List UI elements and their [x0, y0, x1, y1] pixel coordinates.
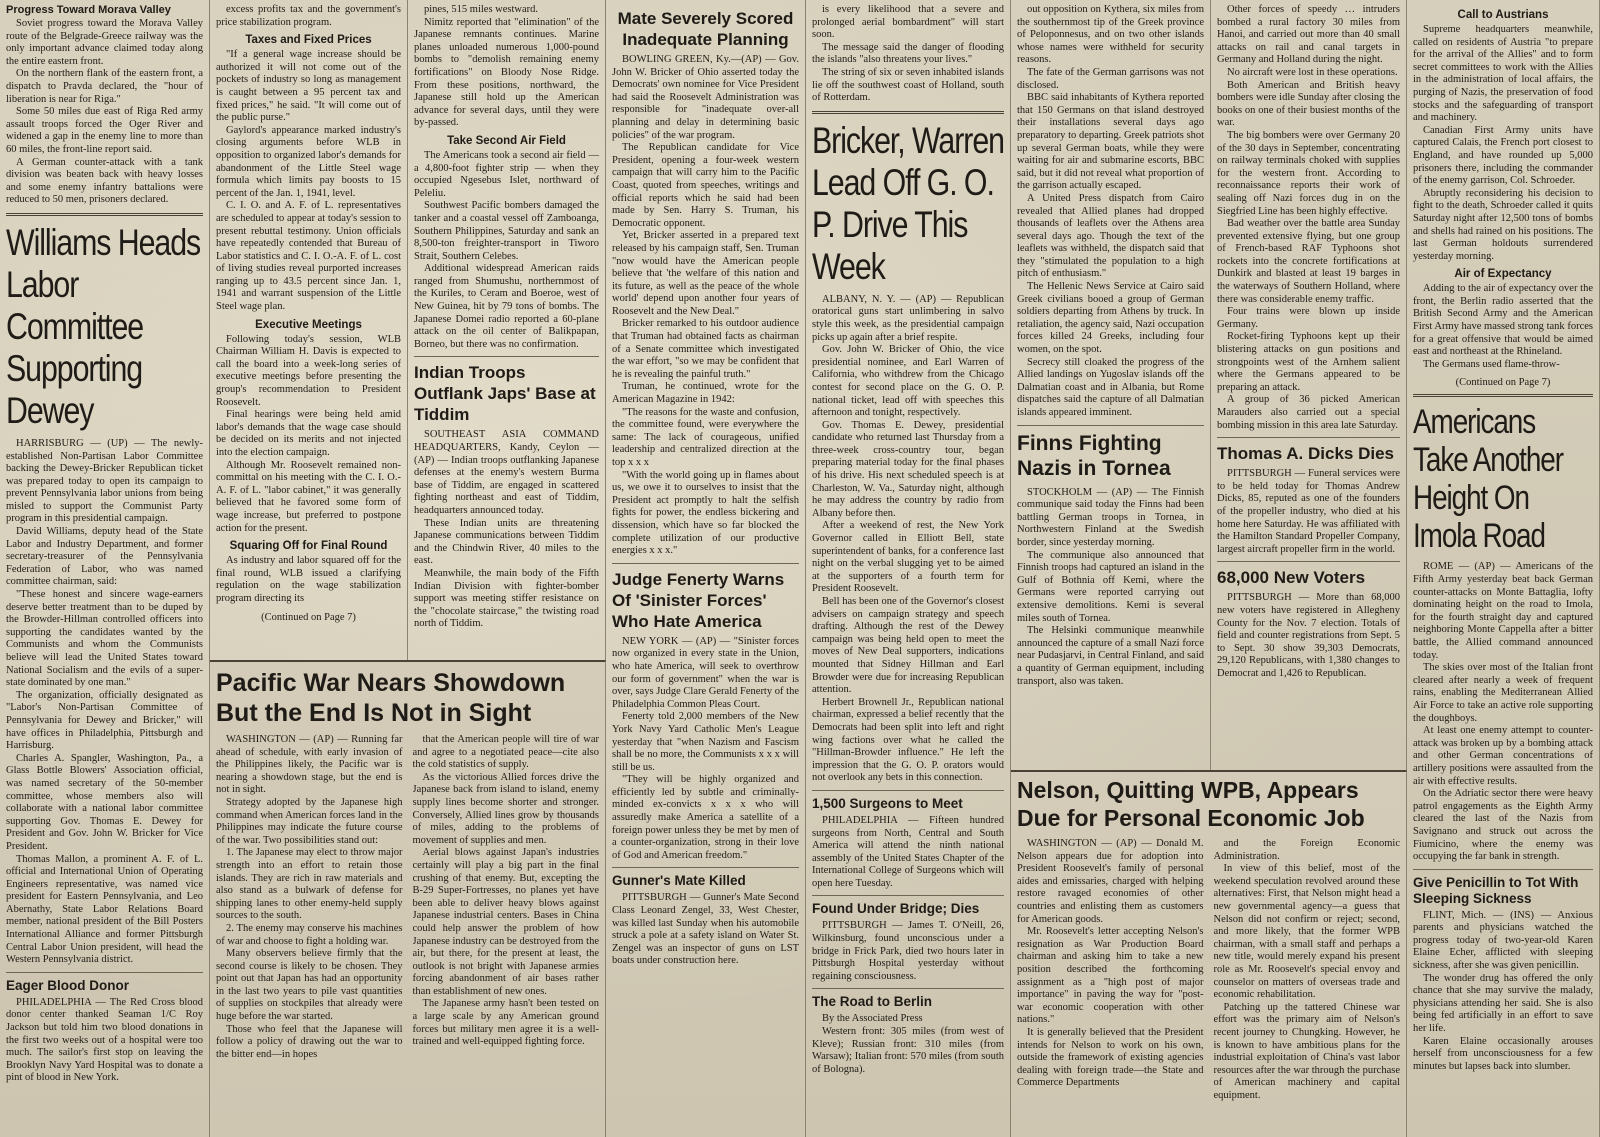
headline-pacific-1: Pacific War Nears Showdown: [216, 669, 566, 697]
article-squaring: [216, 555, 401, 605]
article-nimitz: [414, 4, 599, 130]
column-6: [1011, 0, 1211, 770]
column-1: [0, 0, 210, 1137]
paragraph: By the Associated Press: [822, 1013, 923, 1025]
paragraph: The string of six or seven inhabited islands lie off the southwest coast of Holland, south of Rotterdam.: [812, 66, 1004, 104]
paragraph: The skies over most of the Italian front cleared after nearly a week of frequent rains, enabling the Mediterranean Allied Air Force to take an active role supporting the doughboys.: [1413, 662, 1593, 724]
paragraph: PITTSBURGH — Funeral services were to be held today for Thomas Andrew Dicks, 85, reputed as one of the founders of the propeller industry, who died at his home here Saturday. He was affiliated with the Hamilton Standard Propeller Company, largest aircraft propeller firm in the world.: [1217, 468, 1400, 555]
paragraph: PHILADELPHIA — The Red Cross blood donor center thanked Seaman 1/C Roy Jackson but told him two blood donations in the first two weeks out of a hospital were too much. The sailor's first stop on leaving the Brooklyn Navy Yard Hospital was to donate a pint of blood in New York.: [6, 996, 203, 1084]
subhead-taxes: Taxes and Fixed Prices: [245, 34, 372, 47]
article-expectancy: [1413, 283, 1593, 371]
paragraph: Bell has been one of the Governor's closest advisers on campaign strategy and speech drafting. Although the rest of the Dewey campaign was being held open to meet the moves of New Deal supporters, indications mounted that Sidney Hillman and Earl Browder were due for increasing Republican attention.: [812, 596, 1004, 696]
paragraph: Truman, he continued, wrote for the American Magazine in 1942:: [612, 381, 799, 406]
article-kythera: [1017, 4, 1204, 420]
paragraph: A group of 36 picked American Marauders also carried out a special bombing mission in this area late Saturday.: [1217, 394, 1400, 431]
paragraph: It is generally believed that the President intends for Nelson to work on his own, outside the framework of existing agencies dealing with foreign trade—the State and Commerce Departments: [1017, 1026, 1204, 1089]
article-mate: [612, 54, 799, 558]
subhead-squaring: Squaring Off for Final Round: [229, 540, 388, 553]
subhead-executive: Executive Meetings: [255, 318, 362, 331]
paragraph: On the northern flank of the eastern front, a dispatch to Pravda declared, the "hour of liberation is near for Riga.": [6, 68, 203, 105]
article-berlin: [812, 1013, 1004, 1076]
paragraph: The communique also announced that Finnish troops had captured an island in the Gulf of Bothnia off Kemi, where the Germans were reported carrying out extensive demolitions. Kemi is several miles south of Tornea.: [1017, 549, 1204, 624]
paragraph: Charles A. Spangler, Washington, Pa., a Glass Bottle Blowers' Association official, was named secretary of the 50-member committee, whose members also will collaborate with a national labor committee supporting Gov. Thomas E. Dewey for President and Gov. John W. Bricker for Vice President.: [6, 752, 203, 852]
paragraph: The Japanese army hasn't been tested on a large scale by any American ground forces but military men agree it is a well-trained and well-equipped fighting force.: [412, 998, 599, 1048]
paragraph: Nimitz reported that "elimination" of the Japanese remnants continues. Marine planes unloaded numerous 1,000-pound bombs to "demolish remaining enemy fortifications" on Bloody Nose Ridge. From these positions, northward, the Japanese still hold up the American advance for several days, until they were by-passed.: [414, 16, 599, 129]
paragraph: The Hellenic News Service at Cairo said Greek civilians booed a group of German soldiers departing from Athens by truck. In retaliation, the agency said, Nazi occupation forces killed 24 Greeks, including four women, on the spot.: [1017, 281, 1204, 356]
paragraph: SOUTHEAST ASIA COMMAND HEADQUARTERS, Kandy, Ceylon — (AP) — Indian troops outflanking Japanese defenses at the enemy's western Burma base of Tiddim, are engaged in scattered fighting northeast and east of Tiddim, headquarters announced today.: [414, 429, 599, 516]
paragraph: On the Adriatic sector there were heavy patrol engagements as the Eighth Army cleared the last of the Nazis from Savignano and struck out across the Fiumicino, where the enemy was occupying the far bank in strength.: [1413, 788, 1593, 863]
paragraph: The Republican candidate for Vice President, opening a four-week western campaign that will carry him to the Pacific Coast, quoted from speeches, writings and official reports which he said had been made by Sen. Harry S. Truman, his Democratic opponent.: [612, 142, 799, 229]
paragraph: "They will be highly organized and efficiently led by subtle and criminally-minded ex-convicts x x x who will assuredly make America a satellite of a foreign power unless they be met by men of a counter-organization, strong in their love of God and American freedom.": [612, 774, 799, 861]
paragraph: The message said the danger of flooding the islands "also threatens your lives.": [812, 41, 1004, 66]
paragraph: Herbert Brownell Jr., Republican national chairman, expressed a belief recently that the Democrats had been split into left and right wing factions over what he called the "Hillman-Browder influence." He left the impression that the G. O. P. orators would not overlook any bets in this connection.: [812, 696, 1004, 784]
continued-note-2: (Continued on Page 7): [1455, 377, 1551, 389]
paragraph: and the Foreign Economic Administration.: [1213, 838, 1400, 862]
paragraph: WASHINGTON — (AP) — Donald M. Nelson appears due for adoption into President Roosevelt's family of personal aides and emissaries, charged with helping restore ravaged economies of other countries and enlisting them as customers for American goods.: [1017, 838, 1204, 925]
paragraph: The big bombers were over Germany 20 of the 30 days in September, concentrating on railway terminals choked with supplies for the western front. According to reconnaissance reports their work of sealing off Nazi forces dug in on the Siegfried Line has been highly effective.: [1217, 129, 1400, 217]
paragraph: NEW YORK — (AP) — "Sinister forces now organized in every state in the Union, who hate America, will seek to overthrow our form of government" when the war is over, says Judge Clare Gerald Fenerty of the Philadelphia Common Pleas Court.: [612, 635, 799, 710]
paragraph: ROME — (AP) — Americans of the Fifth Army yesterday beat back German counter-attacks on Monte Battaglia, lofty dominating height on the road to Imola, for the fourth straight day and captured neighboring Monte Cappella after a bitter battle, the Allied command announced today.: [1413, 561, 1593, 661]
column-3: [408, 0, 606, 660]
subhead-expectancy: Air of Expectancy: [1454, 268, 1552, 281]
paragraph: "These honest and sincere wage-earners deserve better treatment than to be duped by the Browder-Hillman controlled officers into supporting the candidates wanted by the Communists and whom the Communists believe will lead the United States toward National Socialism and the evils of a super-state dominated by one man.": [6, 589, 203, 689]
headline-blood-donor: Eager Blood Donor: [6, 977, 130, 993]
subhead-austrians: Call to Austrians: [1457, 9, 1549, 21]
paragraph: Southwest Pacific bombers damaged the tanker and a coastal vessel off Zamboanga, Southern Philippines, Saturday and sank an 8,500-ton freighter-transport in Tiworo Strait, Southern Celebes.: [414, 200, 599, 262]
continued-note: (Continued on Page 7): [261, 611, 356, 623]
paragraph: The organization, officially designated as "Labor's Non-Partisan Committee of Pennsylvania for Dewey and Bricker," will have offices in Philadelphia, Pittsburgh and Harrisburg.: [6, 689, 203, 752]
paragraph: A United Press dispatch from Cairo revealed that Allied planes had dropped thousands of leaflets over the Athens area several days ago. Though the text of the leaflets was withheld, the dispatch said that they "stimulated the population to a high pitch of enthusiasm.": [1017, 192, 1204, 280]
headline-berlin: The Road to Berlin: [812, 994, 933, 1010]
paragraph: After a weekend of rest, the New York Governor called in Elliott Bell, state superintendent of banks, for a conference last night on the verbal slugging yet to be aimed at the supporters of a fourth term for President Roosevelt.: [812, 520, 1004, 595]
paragraph: Gov. John W. Bricker of Ohio, the vice presidential nominee, and Earl Warren of California, who withdrew from the Chicago contest for second place on the G. O. P. national ticket, lead off with speeches this afternoon and tonight, respectively.: [812, 344, 1004, 419]
paragraph: C. I. O. and A. F. of L. representatives are scheduled to appear at today's session to present rebuttal testimony. Union officials have repeatedly contended that Bureau of Labor statistics and C. I. O.-A. F. of L. cost of living studies reveal purported increases ranging up to 43.5 percent since Jan. 1, 1941 and warrant suspension of the Little Steel wage plan.: [216, 200, 401, 313]
paragraph: Thomas Mallon, a prominent A. F. of L. official and International Union of Operating Engineers representative, was named vice president for Eastern Pennsylvania, and Leo Abernathy, State Labor Relations Board member, national president of the Bill Posters International Alliance and former Pittsburgh Central Labor Union president, will head the Western Pennsylvania district.: [6, 853, 203, 966]
headline-indian-troops: Indian Troops Outflank Japs' Base at Tiddim: [414, 363, 596, 425]
paragraph: Although Mr. Roosevelt remained non-committal on his meeting with the C. I. O.-A. F. of L. "labor cabinet," it was generally believed that he favored some form of wage increase, but preferred to postpone action for the present.: [216, 459, 401, 534]
article-indian-troops: [414, 429, 599, 631]
paragraph: Patching up the tattered Chinese war effort was the primary aim of Nelson's recent journey to Chungking. However, he is known to have ambitious plans for the industrial exploitation of China's vast labor resources after the war through the purchase of American machinery and capital equipment.: [1213, 1001, 1400, 1101]
paragraph: Abruptly reconsidering his decision to fight to the death, Schroeder called it quits Saturday night after 12,500 tons of bombs and shells had rained on his positions. The last German holdouts surrendered yesterday morning.: [1413, 187, 1593, 262]
column-2: [210, 0, 408, 660]
paragraph: WASHINGTON — (AP) — Running far ahead of schedule, with early invasion of the Philippines likely, the Pacific war is nearing a showdown stage, but the end is not in sight.: [216, 734, 403, 796]
paragraph: Aerial blows against Japan's industries certainly will play a big part in the final crushing of that enemy. But, excepting the B-29 Super-Fortresses, no planes yet have been able to deliver heavy blows against Japanese industrial centers. Bases in China could help answer the problem of how Japanese industry can be destroyed from the air, but there, for the present at least, the outlook is not bright with Japanese armies forcing abandonment of air bases rather than establishment of new ones.: [412, 847, 599, 997]
headline-dicks: Thomas A. Dicks Dies: [1217, 444, 1394, 464]
paragraph: Final hearings were being held amid labor's demands that the wage case should be decided on its merits and not injected into the election campaign.: [216, 409, 401, 458]
article-morava: [6, 18, 203, 207]
paragraph: Mr. Roosevelt's letter accepting Nelson's resignation as War Production Board chairman and asking him to take a new position described the forthcoming assignment as a "high post of major importance" in paving the way for "post-war economic cooperation with other nations.": [1017, 926, 1204, 1026]
paragraph: PITTSBURGH — Gunner's Mate Second Class Leonard Zengel, 33, West Chester, was killed last Sunday when his automobile struck a pole at a safety island on Water St. Zengel was an inspector of guns on LST boats under construction here.: [612, 892, 799, 967]
subhead-airfield: Take Second Air Field: [447, 134, 566, 147]
headline-finns: Finns Fighting Nazis in Tornea: [1017, 431, 1171, 480]
headline-fenerty: Judge Fenerty Warns Of 'Sinister Forces' Who Hate America: [612, 569, 785, 631]
paragraph: BBC said inhabitants of Kythera reported that 150 Germans on that island destroyed their installations several days ago preparatory to departing. Greek patriots shot up several German boats, while they were waiting for air and submarine escorts, BBC said, but it did not reveal what proportion of the garrison actually escaped.: [1017, 92, 1204, 192]
paragraph: Gaylord's appearance marked industry's closing arguments before WLB in opposition to organized labor's demands for abandonment of the Little Steel wage formula which limits pay boosts to 15 percent of the Jan. 1, 1941, level.: [216, 124, 401, 199]
headline-surgeons: 1,500 Surgeons to Meet: [812, 795, 963, 811]
paragraph: pines, 515 miles westward.: [424, 4, 539, 15]
article-taxes-top: [216, 4, 401, 29]
paragraph: Soviet progress toward the Morava Valley route of the Belgrade-Greece railway was the only important advance claimed today along the entire eastern front.: [6, 18, 203, 67]
headline-imola: Americans Take Another Height On Imola Road: [1413, 403, 1563, 556]
paragraph: 2. The enemy may conserve his machines of war and choose to fight a holding war.: [216, 922, 403, 947]
column-8: [1407, 0, 1600, 1137]
paragraph: PITTSBURGH — More than 68,000 new voters have registered in Allegheny County for the Nov. 7 election. Totals of field and counter registrations from Sept. 5 to Sept. 30 show 39,303 Democrats, 29,120 Republicans, with 1,380 changes to Democrat and 1,426 to Republican.: [1217, 592, 1400, 679]
paragraph: Supreme headquarters meanwhile, called on residents of Austria "to prepare for the arrival of the Allies" and to form secret committees to work with the Allies in the administration of local affairs, the purging of Nazis, the preservation of food stocks and the safeguarding of transport and machinery.: [1413, 24, 1593, 124]
headline-bricker-warren: Bricker, Warren Lead Off G. O. P. Drive This Week: [812, 119, 1004, 287]
article-surgeons: [812, 815, 1004, 891]
article-bricker-warren: [812, 294, 1004, 785]
paragraph: David Williams, deputy head of the State Labor and Industry Department, and former secretary-treasurer of the Pennsylvania Federation of Labor, who was named committee chairman, said:: [6, 526, 203, 588]
paragraph: These Indian units are threatening Japanese communications between Tiddim and the Chindwin River, 40 miles to the east.: [414, 517, 599, 567]
paragraph: is every likelihood that a severe and prolonged aerial bombardment" will start soon.: [812, 4, 1004, 41]
article-finns: [1017, 487, 1204, 689]
paragraph: As the victorious Allied forces drive the Japanese back from island to island, enemy supply lines become shorter and stronger. Conversely, Allied lines grow by thousands of miles, adding to the problems of movement of supplies and men.: [412, 771, 599, 846]
paragraph: Rocket-firing Typhoons kept up their blistering attacks on gun positions and strongpoints west of the Arnhem salient where the Germans appeared to be preparing an attack.: [1217, 331, 1400, 393]
article-nelson: [1011, 770, 1407, 1137]
article-blood-donor: [6, 997, 203, 1085]
paragraph: FLINT, Mich. — (INS) — Anxious parents and physicians watched the progress today of two-year-old Karen Elaine Echer, afflicted with sleeping sickness, after she was given penicillin.: [1413, 909, 1593, 972]
article-penicillin: [1413, 910, 1593, 1074]
paragraph: Both American and British heavy bombers were idle Sunday after closing the books on one of their busiest months of the war.: [1217, 79, 1400, 129]
paragraph: Yet, Bricker asserted in a prepared text released by his campaign staff, Sen. Truman "now would have the American people believe that 'the welfare of this nation and its future, as well as the peace of the whole world' depend upon another four years of Roosevelt and the New Deal.": [612, 230, 799, 317]
pacific-col-right: [413, 734, 600, 1061]
paragraph: Secrecy still cloaked the progress of the Allied landings on Yugoslav islands off the Dalmatian coast and in Albania, but Rome dispatches said the capture of all Dalmatian islands appeared imminent.: [1017, 356, 1204, 418]
paragraph: "With the world going up in flames about us, we owe it to ourselves to insist that the President act promptly to halt the selfish fights for power, the endless bickering and dissension, which have so far blocked the complete utilization of our productive energies x x x.": [612, 469, 799, 557]
headline-pacific-2: But the End Is Not in Sight: [216, 699, 532, 727]
paragraph: "The reasons for the waste and confusion, the committee found, were everywhere the same: The lack of courageous, unified leadership and centralized direction at the top x x x: [612, 406, 799, 468]
paragraph: Many observers believe firmly that the second course is likely to be chosen. They point out that Japan has had an opportunity in the last two years to pile vast quantities of supplies on stockpiles that already were huge before the war started.: [216, 948, 403, 1023]
headline-penicillin: Give Penicillin to Tot With Sleeping Sickness: [1413, 874, 1579, 906]
column-7: [1211, 0, 1407, 770]
paragraph: Strategy adopted by the Japanese high command when American forces land in the Philippines may indicate the future course of the war. Two possibilities stand out:: [216, 796, 403, 846]
paragraph: Adding to the air of expectancy over the front, the Berlin radio asserted that the British Second Army and the American First Army have massed strong tank forces for a great offensive that would be aimed east and northeast at the Rhineland.: [1413, 283, 1593, 358]
paragraph: No aircraft were lost in these operations.: [1227, 66, 1398, 78]
headline-gunner: Gunner's Mate Killed: [612, 873, 746, 889]
paragraph: out opposition on Kythera, six miles from the southernmost tip of the Greek province of Peloponnesus, and on two other islands whose names were withheld for security reasons.: [1017, 4, 1204, 66]
article-gunner: [612, 892, 799, 968]
paragraph: As industry and labor squared off for the final round, WLB issued a clarifying regulation on the wage stabilization program directing its: [216, 555, 401, 604]
nelson-col-right: [1214, 838, 1401, 1102]
paragraph: Four trains were blown up inside Germany.: [1217, 306, 1400, 330]
paragraph: PITTSBURGH — James T. O'Neill, 26, Wilkinsburg, found unconscious under a bridge in Frick Park, died two hours later in Pittsburgh Hospital yesterday without regaining consciousness.: [812, 920, 1004, 982]
paragraph: The wonder drug has offered the only chance that she may survive the malady, physicians attending her said. She is also being fed artificially in an effort to save her life.: [1413, 972, 1593, 1035]
headline-morava: Progress Toward Morava Valley: [6, 4, 171, 16]
article-pacific-war: [210, 660, 606, 1137]
headline-williams: Williams Heads Labor Committee Supporting Dewey: [6, 221, 201, 431]
paragraph: 1. The Japanese may elect to throw major strength into an effort to retain those islands. They are rich in raw materials and also stand as a bulwark of defense for shipping lanes to other enemy-held supply sources to the south.: [216, 847, 403, 922]
paragraph: Bricker remarked to his outdoor audience that Truman had obtained facts as chairman of a Senate committee which investigated the war effort, "so we may be confident that he is revealing the painful truth.": [612, 318, 799, 380]
paragraph: A German counter-attack with a tank division was beaten back with heavy losses and some enemy infantry battalions were reduced to 50 men, prisoners declared.: [6, 156, 203, 206]
article-bridge: [812, 920, 1004, 983]
paragraph: Some 50 miles due east of Riga Red army assault troops forced the Oger River and widened a gap in the enemy line to more than 60 miles, the front-line report said.: [6, 106, 203, 155]
headline-mate: Mate Severely Scored Inadequate Planning: [617, 9, 794, 49]
paragraph: Fenerty told 2,000 members of the New York Navy Yard Catholic Men's League yesterday that "when Nazism and Fascism shall be no more, the Communists x x x will still be us.: [612, 711, 799, 773]
article-voters: [1217, 592, 1400, 680]
paragraph: Western front: 305 miles (from west of Kleve); Russian front: 310 miles (from Warsaw); Italian front: 570 miles (from south of Bologna).: [812, 1026, 1004, 1075]
paragraph: Meanwhile, the main body of the Fifth Indian Division with fighter-bomber support was meeting stiffer resistance on the "chocolate staircase," the twisting road north of Tiddim.: [414, 567, 599, 630]
paragraph: Bad weather over the battle area Sunday prevented extensive flying, but one group of French-based RAF Typhoons shot rockets into the concrete fortifications at Dunkirk and blasted at least 19 barges in the waterways of Southern Holland, where there was considerable enemy traffic.: [1217, 218, 1400, 305]
paragraph: Additional widespread American raids ranged from Shumushu, northernmost of the Kuriles, to Ceram and Boeroe, west of New Guinea, hit by 79 tons of bombs. The Japanese Domei radio reported a 60-plane attack on the oil center of Balikpapan, Borneo, but there was no confirmation.: [414, 263, 599, 350]
paragraph: HARRISBURG — (UP) — The newly-established Non-Partisan Labor Committee backing the Dewey-Bricker Republican ticket was prepared today to open its campaign to prevent Pennsylvania labor unions from being misled to support the Communist Party program in this presidential campaign.: [6, 437, 203, 525]
paragraph: Canadian First Army units have captured Calais, the French port closest to England, and have rounded up 5,000 prisoners there, including the commander of the enemy garrison, Col. Schroeder.: [1413, 124, 1593, 187]
paragraph: that the American people will tire of war and agree to a negotiated peace—cite also the cold statistics of supply.: [412, 734, 599, 771]
article-austrians: [1413, 24, 1593, 263]
paragraph: Following today's session, WLB Chairman William H. Davis is expected to call the board into a week-long series of executive meetings before presenting the group's recommendation to President Roosevelt.: [216, 333, 401, 408]
paragraph: STOCKHOLM — (AP) — The Finnish communique said today the Finns had been battling German troops in Tornea, in Northwestern Finland at the Swedish border, since yesterday morning.: [1017, 486, 1204, 548]
article-imola: [1413, 561, 1593, 863]
paragraph: "If a general wage increase should be authorized it will not come out of the pockets of industry so long as management is caught between a 95 percent tax and fixed prices," he said. "It will come out of the public purse.": [216, 49, 401, 124]
paragraph: BOWLING GREEN, Ky.—(AP) — Gov. John W. Bricker of Ohio asserted today the Democrats' own nominee for Vice President had said the Roosevelt Administration was responsible for "inadequate over-all planning and delay in determining basic policies" of the war program.: [612, 54, 799, 141]
paragraph: At least one enemy attempt to counter-attack was broken up by a bombing attack and other German concentrations of artillery positions were assaulted from the air with effective results.: [1413, 725, 1593, 787]
paragraph: excess profits tax and the government's price stabilization program.: [216, 4, 401, 28]
article-executive: [216, 334, 401, 536]
article-williams: [6, 438, 203, 967]
column-5: [806, 0, 1011, 1137]
column-4: [606, 0, 806, 1137]
headline-bridge: Found Under Bridge; Dies: [812, 901, 980, 917]
paragraph: The Germans used flame-throw-: [1423, 358, 1560, 370]
article-airfield: [414, 150, 599, 352]
paragraph: Karen Elaine occasionally arouses herself from unconsciousness for a few minutes but lapses back into slumber.: [1413, 1035, 1593, 1072]
paragraph: The Helsinki communique meanwhile announced the capture of a small Nazi force near Pudasjarvi, in Central Finland, and said a quantity of German equipment, including transport, also was taken.: [1017, 625, 1204, 687]
article-fenerty: [612, 636, 799, 863]
article-islands: [812, 4, 1004, 105]
headline-nelson: Nelson, Quitting WPB, Appears Due for Personal Economic Job: [1017, 777, 1365, 831]
paragraph: The fate of the German garrisons was not disclosed.: [1017, 66, 1204, 91]
article-bombers: [1217, 4, 1400, 432]
article-dicks: [1217, 468, 1400, 556]
paragraph: PHILADELPHIA — Fifteen hundred surgeons from North, Central and South America will attend the ninth national assembly of the United States Chapter of the International College of Surgeons which will open here Tuesday.: [812, 814, 1004, 889]
paragraph: Other forces of speedy … intruders bombed a rural factory 30 miles from Hanoi, and carried out more than 40 small attacks on rail and canal targets in Germany and Holland during the night.: [1217, 4, 1400, 66]
headline-voters: 68,000 New Voters: [1217, 568, 1366, 588]
nelson-col-left: [1017, 838, 1204, 1102]
paragraph: In view of this belief, most of the weekend speculation revolved around these alternatives: First, that Nelson might head a new governmental agency—a guess that Nelson did not confirm or reject; second, and more likely, that the former WPB chairman, with a small staff and perhaps a new title, would merely expand his present role as Mr. Roosevelt's special envoy and counselor on matters of overseas trade and economic rehabilitation.: [1213, 863, 1400, 1001]
pacific-col-left: [216, 734, 403, 1061]
paragraph: Those who feel that the Japanese will follow a policy of drawing out the war to the bitter end—in hopes: [216, 1023, 403, 1060]
paragraph: ALBANY, N. Y. — (AP) — Republican oratorical guns start unlimbering in salvo style this week, as the presidential campaign picks up again after a brief respite.: [812, 293, 1004, 343]
article-taxes: [216, 49, 401, 313]
paragraph: Gov. Thomas E. Dewey, presidential candidate who returned last Thursday from a three-week cross-country tour, began preparing material today for the final phases of his drive. His next scheduled speech is at Charleston, W. Va., Saturday night, although he may address the country by radio from Albany before then.: [812, 419, 1004, 519]
paragraph: The Americans took a second air field — a 4,800-foot fighter strip — when they occupied Ngesebus Islet, northward of Peleliu.: [414, 149, 599, 199]
